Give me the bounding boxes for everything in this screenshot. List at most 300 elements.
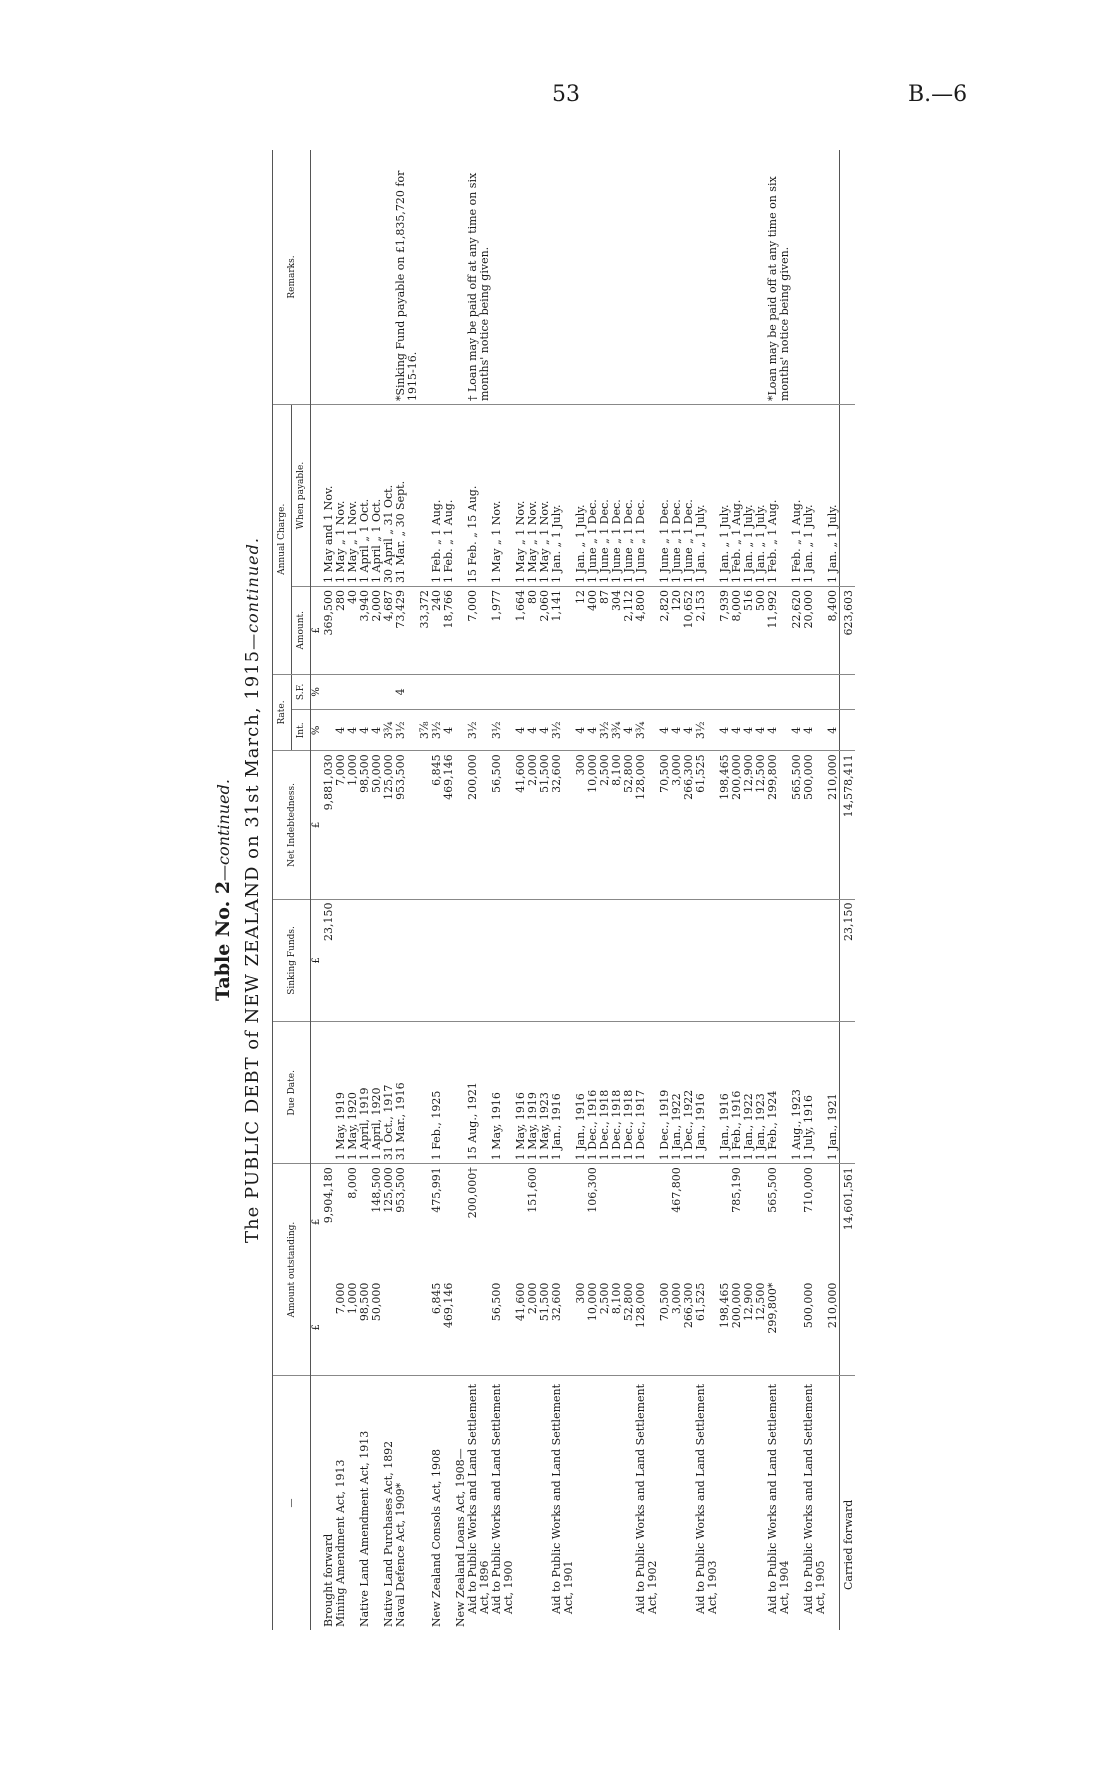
rate-sinking-fund: [827, 674, 840, 710]
annual-charge-amount: 73,429: [395, 586, 419, 674]
amount-outstanding-total: 475,991: [430, 1167, 443, 1213]
row-description: [659, 1376, 671, 1631]
sinking-funds: [767, 899, 791, 1022]
table-row: [743, 150, 755, 1630]
rate-sinking-fund: [743, 674, 755, 710]
amount-outstanding-total: 200,000†: [466, 1167, 479, 1219]
amount-outstanding-total: [551, 1164, 575, 1280]
when-payable: 1 June „ 1 Dec.: [671, 405, 683, 587]
amount-outstanding-total: 8,000: [346, 1167, 359, 1199]
sinking-funds: [335, 899, 347, 1022]
rate-interest: 3⅞: [419, 710, 431, 751]
when-payable: 1 Jan. „ 1 July.: [755, 405, 767, 587]
annual-charge-amount: 1,141: [551, 586, 575, 674]
due-date: 1 April, 1920: [371, 1022, 383, 1164]
sinking-funds: [791, 899, 803, 1022]
table-row: [611, 150, 623, 1630]
table-row: [599, 150, 611, 1630]
when-payable: 1 June „ 1 Dec.: [659, 405, 671, 587]
amount-outstanding-item: 299,800*: [767, 1280, 791, 1376]
remarks: [731, 150, 743, 405]
due-date: 1 Dec., 1918: [611, 1022, 623, 1164]
net-indebtedness: 500,000: [803, 751, 827, 899]
row-description: Mining Amendment Act, 1913: [334, 1459, 347, 1627]
table-row: [335, 150, 347, 1630]
when-payable: 31 Mar. „ 30 Sept.: [395, 405, 419, 587]
annual-charge-amount: 2,060: [539, 586, 551, 674]
rate-sinking-fund: [731, 674, 743, 710]
remarks: [743, 150, 755, 405]
net-indebtedness: 9,881,030: [323, 751, 335, 899]
rate-sinking-fund: [767, 674, 791, 710]
amount-outstanding-item: 52,800: [623, 1280, 635, 1376]
rate-interest: 3¾: [611, 710, 623, 751]
table-row: [719, 150, 731, 1630]
rate-sinking-fund: [575, 674, 587, 710]
when-payable: 1 May „ 1 Nov.: [515, 405, 527, 587]
sinking-funds: [467, 899, 491, 1022]
amount-outstanding-item: 1,000: [347, 1280, 359, 1376]
rate-sinking-fund: [455, 674, 467, 710]
total-amount-outstanding: 14,601,561: [840, 1164, 856, 1280]
due-date: 15 Aug., 1921: [467, 1022, 491, 1164]
rate-interest: 4: [587, 710, 599, 751]
row-description: [731, 1376, 743, 1631]
sinking-funds: [515, 899, 527, 1022]
when-payable: 30 April „ 31 Oct.: [383, 405, 395, 587]
amount-outstanding-total: [695, 1164, 719, 1280]
row-description: [515, 1376, 527, 1631]
annual-charge-amount: 7,939: [719, 586, 731, 674]
when-payable: 1 Jan. „ 1 July.: [551, 405, 575, 587]
annual-charge-amount: 2,112: [623, 586, 635, 674]
sinking-funds: [455, 899, 467, 1022]
due-date: 1 Jan., 1922: [671, 1022, 683, 1164]
net-indebtedness: 200,000: [467, 751, 491, 899]
net-indebtedness: 98,500: [359, 751, 371, 899]
annual-charge-amount: 20,000: [803, 586, 827, 674]
annual-charge-amount: 4,687: [383, 586, 395, 674]
row-description: Aid to Public Works and Land Settlement Act, 1901: [550, 1383, 575, 1614]
net-indebtedness: 299,800: [767, 751, 791, 899]
amount-outstanding-total: [623, 1164, 635, 1280]
rate-sinking-fund: [347, 674, 359, 710]
amount-outstanding-total: [683, 1164, 695, 1280]
when-payable: 1 Jan. „ 1 July.: [743, 405, 755, 587]
due-date: 1 Dec., 1922: [683, 1022, 695, 1164]
remarks: [575, 150, 587, 405]
annual-charge-amount: 4,800: [635, 586, 659, 674]
due-date: 1 May, 1920: [347, 1022, 359, 1164]
net-indebtedness: 52,800: [623, 751, 635, 899]
remarks: [359, 150, 371, 405]
amount-outstanding-item: 51,500: [539, 1280, 551, 1376]
table-row: [659, 150, 671, 1630]
rate-interest: 4: [827, 710, 840, 751]
amount-outstanding-total: [611, 1164, 623, 1280]
remarks: [443, 150, 455, 405]
rate-interest: 4: [767, 710, 791, 751]
sinking-funds: [827, 899, 840, 1022]
when-payable: 1 May and 1 Nov.: [323, 405, 335, 587]
rate-sinking-fund: [695, 674, 719, 710]
percent-symbol: %: [311, 674, 324, 710]
amount-outstanding-item: 70,500: [659, 1280, 671, 1376]
amount-outstanding-total: 151,600: [526, 1167, 539, 1213]
amount-outstanding-total: 148,500: [370, 1167, 383, 1213]
rate-interest: 4: [371, 710, 383, 751]
rate-interest: 3½: [551, 710, 575, 751]
amount-outstanding-item: 56,500: [491, 1280, 515, 1376]
rotated-table-content: [212, 130, 952, 1650]
remarks: *Loan may be paid off at any time on six months' notice being given.: [767, 150, 791, 405]
net-indebtedness: 266,300: [683, 751, 695, 899]
rate-sinking-fund: [371, 674, 383, 710]
net-indebtedness: 56,500: [491, 751, 515, 899]
amount-outstanding-item: 198,465: [719, 1280, 731, 1376]
rate-sinking-fund: [755, 674, 767, 710]
due-date: 1 May, 1916: [515, 1022, 527, 1164]
amount-outstanding-item: 128,000: [635, 1280, 659, 1376]
rate-interest: 4: [347, 710, 359, 751]
rate-sinking-fund: [323, 674, 335, 710]
document-ref: B.—6: [908, 82, 968, 107]
header-rate-sf: S.F.: [292, 674, 311, 710]
remarks: [551, 150, 575, 405]
amount-outstanding-total: 953,500: [394, 1167, 407, 1213]
rate-interest: 4: [623, 710, 635, 751]
rate-interest: 4: [443, 710, 455, 751]
remarks: [623, 150, 635, 405]
currency-symbol: £: [311, 586, 324, 674]
net-indebtedness: 12,900: [743, 751, 755, 899]
when-payable: 1 June „ 1 Dec.: [587, 405, 599, 587]
rate-sinking-fund: [635, 674, 659, 710]
table-row: [575, 150, 587, 1630]
row-description: Aid to Public Works and Land Settlement Act, 1904: [766, 1383, 791, 1614]
rate-sinking-fund: [719, 674, 731, 710]
when-payable: 1 May „ 1 Nov.: [539, 405, 551, 587]
due-date: 1 May, 1916: [491, 1022, 515, 1164]
due-date: 1 May, 1919: [527, 1022, 539, 1164]
sinking-funds: [371, 899, 383, 1022]
table-row: [827, 150, 840, 1630]
when-payable: 1 Feb. „ 1 Aug.: [791, 405, 803, 587]
rate-sinking-fund: [803, 674, 827, 710]
rotated-table-stage: [212, 130, 952, 1650]
due-date: 1 Jan., 1916: [551, 1022, 575, 1164]
sinking-funds: [347, 899, 359, 1022]
amount-outstanding-item: 210,000: [827, 1280, 840, 1376]
annual-charge-amount: 2,153: [695, 586, 719, 674]
net-indebtedness: 953,500: [395, 751, 419, 899]
row-description: Aid to Public Works and Land Settlement Act, 1903: [694, 1383, 719, 1614]
rate-sinking-fund: [623, 674, 635, 710]
row-description: [827, 1376, 840, 1631]
rate-interest: 4: [791, 710, 803, 751]
remarks: [587, 150, 599, 405]
row-description: Aid to Public Works and Land Settlement Act, 1896: [466, 1383, 491, 1614]
rate-sinking-fund: [527, 674, 539, 710]
annual-charge-amount: 22,620: [791, 586, 803, 674]
rate-interest: 4: [755, 710, 767, 751]
net-indebtedness: 61,525: [695, 751, 719, 899]
table-row: [359, 150, 371, 1630]
net-indebtedness: 32,600: [551, 751, 575, 899]
remarks: [695, 150, 719, 405]
due-date: 1 May, 1923: [539, 1022, 551, 1164]
amount-outstanding-total: 710,000: [802, 1167, 815, 1213]
due-date: 1 Feb., 1916: [731, 1022, 743, 1164]
sinking-funds: [695, 899, 719, 1022]
net-indebtedness: 10,000: [587, 751, 599, 899]
total-sinking-funds: 23,150: [840, 899, 856, 1022]
remarks: [419, 150, 431, 405]
net-indebtedness: 70,500: [659, 751, 671, 899]
amount-outstanding-total: 106,300: [586, 1167, 599, 1213]
rate-sinking-fund: [611, 674, 623, 710]
total-net-indebtedness: 14,578,411: [840, 751, 856, 899]
header-rate-int: Int.: [292, 710, 311, 751]
due-date: 1 Aug., 1923: [791, 1022, 803, 1164]
net-indebtedness: 51,500: [539, 751, 551, 899]
sinking-funds: [731, 899, 743, 1022]
net-indebtedness: 3,000: [671, 751, 683, 899]
annual-charge-amount: 500: [755, 586, 767, 674]
rate-interest: 3½: [395, 710, 419, 751]
amount-outstanding-total: [443, 1164, 455, 1280]
remarks: [371, 150, 383, 405]
table-row: [395, 150, 419, 1630]
annual-charge-amount: 8,400: [827, 586, 840, 674]
net-indebtedness: 2,000: [527, 751, 539, 899]
due-date: 1 Dec., 1917: [635, 1022, 659, 1164]
sinking-funds: [527, 899, 539, 1022]
rate-sinking-fund: [659, 674, 671, 710]
row-description: [719, 1376, 731, 1631]
due-date: 1 April, 1919: [359, 1022, 371, 1164]
table-row: [803, 150, 827, 1630]
table-row: [671, 150, 683, 1630]
row-description: Naval Defence Act, 1909*: [394, 1482, 407, 1627]
table-row: [419, 150, 431, 1630]
when-payable: 1 Jan. „ 1 July.: [803, 405, 827, 587]
sinking-funds: [443, 899, 455, 1022]
due-date: 1 Dec., 1918: [599, 1022, 611, 1164]
sinking-funds: [623, 899, 635, 1022]
when-payable: 1 April „ 1 Oct.: [359, 405, 371, 587]
annual-charge-amount: 516: [743, 586, 755, 674]
sinking-funds: [659, 899, 671, 1022]
remarks: [671, 150, 683, 405]
annual-charge-amount: 12: [575, 586, 587, 674]
table-row: [695, 150, 719, 1630]
rate-sinking-fund: [467, 674, 491, 710]
sinking-funds: [635, 899, 659, 1022]
table-row: [443, 150, 455, 1630]
remarks: [323, 150, 335, 405]
rate-sinking-fund: [431, 674, 443, 710]
sinking-funds: [359, 899, 371, 1022]
when-payable: 1 June „ 1 Dec.: [623, 405, 635, 587]
rate-interest: 4: [359, 710, 371, 751]
sinking-funds: [755, 899, 767, 1022]
header-amount: Amount.: [292, 586, 311, 674]
currency-row: [311, 150, 324, 1630]
amount-outstanding-total: [827, 1164, 840, 1280]
due-date: 1 Jan., 1923: [755, 1022, 767, 1164]
table-number: Table No. 2—continued.: [212, 779, 234, 1001]
remarks: [803, 150, 827, 405]
sinking-funds: [719, 899, 731, 1022]
amount-outstanding-item: 61,525: [695, 1280, 719, 1376]
rate-sinking-fund: [335, 674, 347, 710]
sinking-funds: [599, 899, 611, 1022]
amount-outstanding-item: [395, 1280, 419, 1376]
remarks: [599, 150, 611, 405]
sinking-funds: [611, 899, 623, 1022]
net-indebtedness: 7,000: [335, 751, 347, 899]
net-indebtedness: 200,000: [731, 751, 743, 899]
remarks: [431, 150, 443, 405]
amount-outstanding-item: 500,000: [803, 1280, 827, 1376]
due-date: 1 Dec., 1916: [587, 1022, 599, 1164]
net-indebtedness: 125,000: [383, 751, 395, 899]
when-payable: 1 May „ 1 Nov.: [527, 405, 539, 587]
amount-outstanding-item: 266,300: [683, 1280, 695, 1376]
when-payable: 1 June „ 1 Dec.: [635, 405, 659, 587]
net-indebtedness: 6,845: [431, 751, 443, 899]
table-row: [431, 150, 443, 1630]
sinking-funds: [671, 899, 683, 1022]
amount-outstanding-item: 6,845: [431, 1280, 443, 1376]
sinking-funds: [491, 899, 515, 1022]
sinking-funds: [539, 899, 551, 1022]
percent-symbol: %: [311, 710, 324, 751]
remarks: [659, 150, 671, 405]
annual-charge-amount: 3,940: [359, 586, 371, 674]
annual-charge-amount: 304: [611, 586, 623, 674]
remarks: [491, 150, 515, 405]
amount-outstanding-total: [539, 1164, 551, 1280]
rate-interest: 3½: [695, 710, 719, 751]
due-date: 1 Jan., 1916: [695, 1022, 719, 1164]
when-payable: 1 May „ 1 Nov.: [491, 405, 515, 587]
rate-sinking-fund: [551, 674, 575, 710]
annual-charge-amount: 369,500: [323, 586, 335, 674]
sinking-funds: [683, 899, 695, 1022]
currency-symbol: £: [311, 1280, 324, 1376]
remarks: [827, 150, 840, 405]
table-row: [767, 150, 791, 1630]
sinking-funds: [743, 899, 755, 1022]
rate-interest: 4: [515, 710, 527, 751]
net-indebtedness: 565,500: [791, 751, 803, 899]
due-date: 31 Oct., 1917: [383, 1022, 395, 1164]
sinking-funds: [803, 899, 827, 1022]
annual-charge-amount: 1,664: [515, 586, 527, 674]
rate-sinking-fund: [671, 674, 683, 710]
rate-interest: 3½: [491, 710, 515, 751]
header-due-date: Due Date.: [273, 1022, 311, 1164]
amount-outstanding-item: 3,000: [671, 1280, 683, 1376]
amount-outstanding-item: 41,600: [515, 1280, 527, 1376]
remarks: [683, 150, 695, 405]
when-payable: 1 June „ 1 Dec.: [611, 405, 623, 587]
annual-charge-amount: 40: [347, 586, 359, 674]
amount-outstanding-total: 785,190: [730, 1167, 743, 1213]
net-indebtedness: 12,500: [755, 751, 767, 899]
rate-sinking-fund: [791, 674, 803, 710]
amount-outstanding-item: 469,146: [443, 1280, 455, 1376]
due-date: 31 Mar., 1916: [395, 1022, 419, 1164]
net-indebtedness: 210,000: [827, 751, 840, 899]
amount-outstanding-total: 9,904,180: [322, 1167, 335, 1224]
amount-outstanding-item: 300: [575, 1280, 587, 1376]
when-payable: 1 June „ 1 Dec.: [683, 405, 695, 587]
row-description: New Zealand Loans Act, 1908—: [454, 1448, 467, 1627]
rate-interest: 4: [803, 710, 827, 751]
amount-outstanding-item: 12,900: [743, 1280, 755, 1376]
when-payable: 1 Feb. „ 1 Aug.: [731, 405, 743, 587]
when-payable: 1 Feb. „ 1 Aug.: [431, 405, 443, 587]
row-description: Native Land Amendment Act, 1913: [358, 1430, 371, 1627]
annual-charge-amount: 80: [527, 586, 539, 674]
table-row: [371, 150, 383, 1630]
rate-sinking-fund: [515, 674, 527, 710]
amount-outstanding-item: 32,600: [551, 1280, 575, 1376]
header-sinking-funds: Sinking Funds.: [273, 899, 311, 1022]
rate-interest: 3¾: [635, 710, 659, 751]
annual-charge-amount: 120: [671, 586, 683, 674]
when-payable: 1 June „ 1 Dec.: [599, 405, 611, 587]
when-payable: 1 May „ 1 Nov.: [347, 405, 359, 587]
amount-outstanding-item: [383, 1280, 395, 1376]
rate-sinking-fund: 4: [395, 674, 419, 710]
amount-outstanding-total: [599, 1164, 611, 1280]
total-desc: Carried forward: [840, 1376, 856, 1631]
sinking-funds: [395, 899, 419, 1022]
row-description: Native Land Purchases Act, 1892: [382, 1440, 395, 1627]
rate-sinking-fund: [359, 674, 371, 710]
rate-sinking-fund: [419, 674, 431, 710]
table-row: [467, 150, 491, 1630]
net-indebtedness: 1,000: [347, 751, 359, 899]
header-rate: Rate.: [273, 674, 292, 751]
amount-outstanding-total: [743, 1164, 755, 1280]
net-indebtedness: 50,000: [371, 751, 383, 899]
annual-charge-amount: 10,652: [683, 586, 695, 674]
header-net-indebtedness: Net Indebtedness.: [273, 751, 311, 899]
rate-sinking-fund: [587, 674, 599, 710]
annual-charge-amount: 33,372: [419, 586, 431, 674]
currency-symbol: £: [311, 1218, 322, 1226]
annual-charge-amount: 2,000: [371, 586, 383, 674]
amount-outstanding-item: 10,000: [587, 1280, 599, 1376]
row-description: Aid to Public Works and Land Settlement Act, 1902: [634, 1383, 659, 1614]
sinking-funds: 23,150: [323, 899, 335, 1022]
due-date: [443, 1022, 455, 1164]
table-row: [323, 150, 335, 1630]
rate-sinking-fund: [599, 674, 611, 710]
when-payable: 1 April „ 1 Oct.: [371, 405, 383, 587]
annual-charge-amount: 87: [599, 586, 611, 674]
when-payable: 1 Jan. „ 1 July.: [719, 405, 731, 587]
annual-charge-amount: 18,766: [443, 586, 455, 674]
row-description: [611, 1376, 623, 1631]
public-debt-table: [272, 150, 855, 1630]
due-date: 1 Feb., 1925: [431, 1022, 443, 1164]
